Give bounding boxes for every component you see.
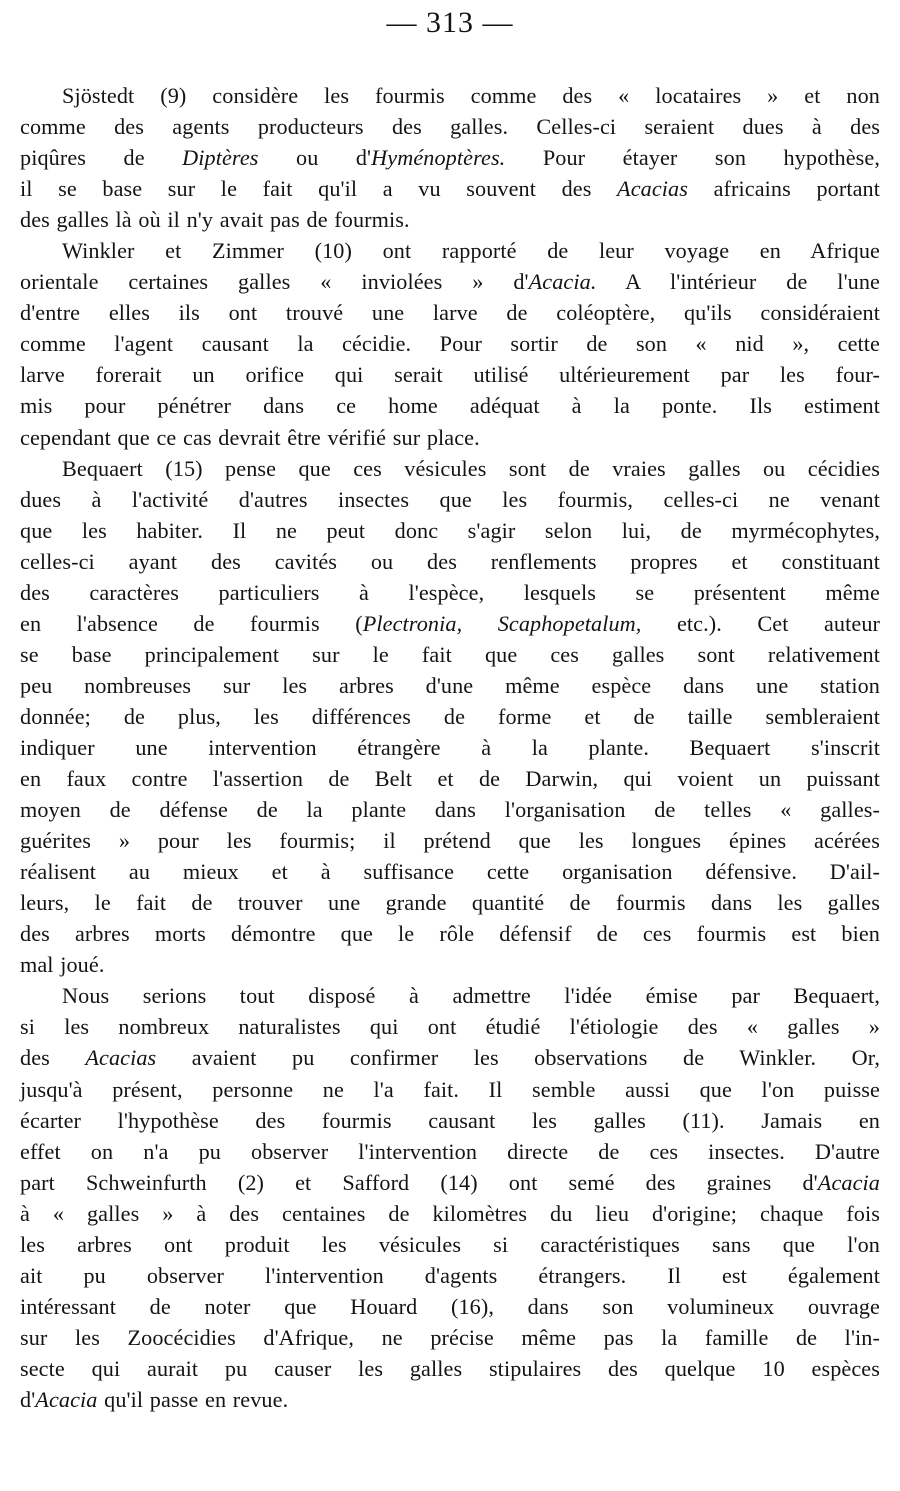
italic-term: Acacia bbox=[817, 1169, 880, 1195]
text-run: d' bbox=[20, 1386, 36, 1412]
text-line bbox=[20, 1198, 880, 1229]
text-run: des caractères particuliers à l'espèce, lesquels se présentent même bbox=[20, 579, 880, 605]
text-line bbox=[20, 266, 880, 297]
text-run: guérites » pour les fourmis; il prétend que les longues épines acérées bbox=[20, 828, 880, 854]
text-run: il se base sur le fait qu'il a vu souvent des bbox=[20, 176, 618, 202]
text-line bbox=[20, 701, 880, 732]
italic-term: Hyménoptères. bbox=[371, 145, 506, 171]
text-run: etc.). Cet auteur bbox=[641, 610, 881, 636]
italic-term: Acacia. bbox=[528, 269, 597, 295]
text-line bbox=[20, 794, 880, 825]
text-run: comme l'agent causant la cécidie. Pour sortir de son « nid », cette bbox=[20, 331, 880, 357]
text-run: A l'intérieur de l'une bbox=[596, 269, 880, 295]
text-line bbox=[20, 1167, 880, 1198]
text-run: ait pu observer l'intervention d'agents étrangers. Il est également bbox=[20, 1262, 880, 1288]
text-run: ou d' bbox=[258, 145, 372, 171]
text-run: donnée; de plus, les différences de forme et de taille sembleraient bbox=[20, 703, 880, 729]
text-run: se base principalement sur le fait que ces galles sont relativement bbox=[20, 641, 880, 667]
text-line bbox=[20, 1291, 880, 1322]
text-run: larve forerait un orifice qui serait utilisé ultérieurement par les four- bbox=[20, 362, 880, 388]
text-run: écarter l'hypothèse des fourmis causant les galles (11). Jamais en bbox=[20, 1107, 880, 1133]
text-line bbox=[20, 1011, 880, 1042]
text-line bbox=[20, 949, 880, 980]
text-line bbox=[20, 328, 880, 359]
italic-term: Diptères bbox=[182, 145, 259, 171]
text-line bbox=[20, 825, 880, 856]
text-run: que les habiter. Il ne peut donc s'agir selon lui, de myrmécophytes, bbox=[20, 517, 880, 543]
text-line bbox=[20, 142, 880, 173]
text-line bbox=[20, 577, 880, 608]
text-run: part Schweinfurth (2) et Safford (14) ont semé des graines d' bbox=[20, 1169, 818, 1195]
italic-term: Plectronia, Scaphopetalum, bbox=[362, 610, 642, 636]
text-run: cependant que ce cas devrait être vérifié sur place. bbox=[20, 424, 480, 450]
text-run: moyen de défense de la plante dans l'organisation de telles « galles- bbox=[20, 797, 880, 823]
text-run: secte qui aurait pu causer les galles stipulaires des quelque 10 espèces bbox=[20, 1355, 880, 1381]
paragraph-first-line bbox=[20, 80, 880, 111]
text-run: réalisent au mieux et à suffisance cette organisation défensive. D'ail- bbox=[20, 859, 880, 885]
text-run: jusqu'à présent, personne ne l'a fait. Il semble aussi que l'on puisse bbox=[20, 1076, 880, 1102]
text-run: comme des agents producteurs des galles. Celles-ci seraient dues à des bbox=[20, 114, 880, 140]
text-run: effet on n'a pu observer l'intervention directe de ces insectes. D'autre bbox=[20, 1138, 880, 1164]
text-run: indiquer une intervention étrangère à la plante. Bequaert s'inscrit bbox=[20, 734, 880, 760]
text-run: Bequaert (15) pense que ces vésicules sont de vraies galles ou cécidies bbox=[62, 455, 880, 481]
text-run: qu'il passe en revue. bbox=[97, 1386, 289, 1412]
text-line bbox=[20, 1229, 880, 1260]
text-line bbox=[20, 1322, 880, 1353]
text-line bbox=[20, 1260, 880, 1291]
paragraph-first-line bbox=[20, 453, 880, 484]
text-line bbox=[20, 1074, 880, 1105]
text-line bbox=[20, 1136, 880, 1167]
text-line bbox=[20, 484, 880, 515]
text-line bbox=[20, 359, 880, 390]
text-run: en faux contre l'assertion de Belt et de Darwin, qui voient un puissant bbox=[20, 766, 880, 792]
text-run: sur les Zoocécidies d'Afrique, ne précise même pas la famille de l'in- bbox=[20, 1324, 880, 1350]
text-line bbox=[20, 546, 880, 577]
text-run: Winkler et Zimmer (10) ont rapporté de leur voyage en Afrique bbox=[62, 238, 880, 264]
text-line bbox=[20, 639, 880, 670]
text-line bbox=[20, 763, 880, 794]
text-run: en l'absence de fourmis ( bbox=[20, 610, 363, 636]
text-line bbox=[20, 515, 880, 546]
italic-term: Acacias bbox=[617, 176, 688, 202]
italic-term: Acacias bbox=[85, 1045, 157, 1071]
text-line bbox=[20, 732, 880, 763]
text-run: Nous serions tout disposé à admettre l'idée émise par Bequaert, bbox=[62, 983, 880, 1009]
text-line bbox=[20, 1384, 880, 1415]
text-line bbox=[20, 887, 880, 918]
text-line bbox=[20, 1105, 880, 1136]
text-run: orientale certaines galles « inviolées » d' bbox=[20, 269, 529, 295]
text-run: Sjöstedt (9) considère les fourmis comme des « locataires » et non bbox=[62, 83, 880, 108]
text-run: Pour étayer son hypothèse, bbox=[505, 145, 880, 171]
text-run: des bbox=[20, 1045, 86, 1071]
italic-term: Acacia bbox=[35, 1386, 98, 1412]
text-run: dues à l'activité d'autres insectes que les fourmis, celles-ci ne venant bbox=[20, 486, 880, 512]
text-line bbox=[20, 422, 880, 453]
text-line bbox=[20, 608, 880, 639]
text-run: à « galles » à des centaines de kilomètres du lieu d'origine; chaque fois bbox=[20, 1200, 880, 1226]
text-line bbox=[20, 856, 880, 887]
text-run: leurs, le fait de trouver une grande quantité de fourmis dans les galles bbox=[20, 890, 880, 916]
text-run: des galles là où il n'y avait pas de fourmis. bbox=[20, 207, 410, 233]
paragraph-first-line bbox=[20, 235, 880, 266]
text-run: celles-ci ayant des cavités ou des renflements propres et constituant bbox=[20, 548, 880, 574]
text-run: d'entre elles ils ont trouvé une larve de coléoptère, qu'ils considéraient bbox=[20, 300, 880, 326]
paragraph-first-line bbox=[20, 980, 880, 1011]
text-run: mal joué. bbox=[20, 952, 105, 978]
text-run: africains portant bbox=[687, 176, 880, 202]
page-number: — 313 — bbox=[386, 6, 514, 39]
text-line bbox=[20, 297, 880, 328]
text-line bbox=[20, 1353, 880, 1384]
text-line bbox=[20, 204, 880, 235]
text-line bbox=[20, 1042, 880, 1073]
text-run: des arbres morts démontre que le rôle défensif de ces fourmis est bien bbox=[20, 921, 880, 947]
text-line bbox=[20, 918, 880, 949]
text-run: mis pour pénétrer dans ce home adéquat à la ponte. Ils estiment bbox=[20, 393, 880, 419]
text-run: avaient pu confirmer les observations de Winkler. Or, bbox=[156, 1045, 880, 1071]
text-run: peu nombreuses sur les arbres d'une même espèce dans une station bbox=[20, 672, 880, 698]
text-run: intéressant de noter que Houard (16), dans son volumineux ouvrage bbox=[20, 1293, 880, 1319]
text-run: si les nombreux naturalistes qui ont étudié l'étiologie des « galles » bbox=[20, 1014, 880, 1040]
body-text bbox=[20, 80, 880, 1415]
text-run: piqûres de bbox=[20, 145, 183, 171]
text-line bbox=[20, 390, 880, 421]
text-line bbox=[20, 670, 880, 701]
text-line bbox=[20, 111, 880, 142]
text-line bbox=[20, 173, 880, 204]
text-run: les arbres ont produit les vésicules si caractéristiques sans que l'on bbox=[20, 1231, 880, 1257]
